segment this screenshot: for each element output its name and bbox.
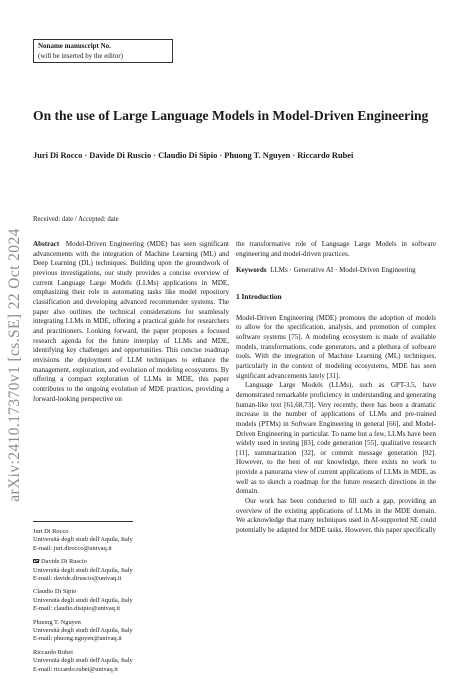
left-column [33,240,229,404]
affiliation-block [33,649,229,674]
affiliation-name: Davide Di Ruscio [41,558,87,566]
affiliation-name: Claudio Di Sipio [33,588,77,596]
paper-title: On the use of Large Language Models in Model-Driven Engineering [33,108,429,123]
arxiv-stamp [0,220,30,510]
affiliations [33,521,229,679]
affiliation-email: E-mail: phuong.nguyen@univaq.it [33,635,122,643]
abstract-continuation: the transformative role of Language Large Models in software engineering and model-driven practices. [236,240,436,258]
affiliation-name: Riccardo Rubei [33,648,73,656]
affiliation-email: E-mail: riccardo.rubei@univaq.it [33,665,118,673]
affiliation-org: Università degli studi dell'Aquila, Italy [33,566,133,574]
affiliation-block [33,619,229,644]
keywords-line [236,266,436,276]
abstract-text: Model-Driven Engineering (MDE) has seen significant advancements with the integration of Machine Learning (ML) and Deep Learning (DL) techniques. Building upon the groundwork of previous investigations, our study provides a concise overview of current Language Large Models (LLMs) applications in MDE, emphasizing their role in automating tasks like model repository classification and developing advanced recommender systems. The paper also outlines the technical considerations for seamlessly integrating LLMs in MDE, offering a practical guide for researchers and practitioners. Looking forward, the paper proposes a focused research agenda for the future interplay of LLMs and MDE, identifying key challenges and opportunities. This concise roadmap envisions the deployment of LLM techniques to enhance the management, exploration, and evolution of modeling ecosystems. By offering a compact exploration of LLMs in MDE, this paper contributes to the ongoing evolution of MDE practices, providing a forward-looking perspective on [33,240,229,403]
author-list: Juri Di Rocco · Davide Di Ruscio · Claudio Di Sipio · Phuong T. Nguyen · Riccardo Rubei [33,151,354,160]
affiliation-name: Phuong T. Nguyen [33,618,81,626]
envelope-icon [33,559,39,563]
affiliation-name: Juri Di Rocco [33,528,69,535]
arxiv-identifier: arXiv:2410.17370v1 [cs.SE] 22 Oct 2024 [6,228,24,502]
affiliation-org: Università degli studi dell'Aquila, Italy [33,596,133,604]
affiliation-email: E-mail: davide.diruscio@univaq.it [33,575,122,583]
right-column [236,240,436,536]
affiliation-email: E-mail: juri.dirocco@univaq.it [33,544,112,552]
intro-paragraph-1: Model-Driven Engineering (MDE) promotes the adoption of models to allow for the specification, analysis, and promotion of complex software systems [75]. A modeling ecosystem is made of available models, transformations, code generators, and a plethora of software tools. With the integration of Machine Learning (ML) techniques, particularly in the context of modeling ecosystems, MDE has seen significant advancements lately [31]. [236,313,436,380]
affiliation-block [33,588,229,613]
section-heading-introduction: 1 Introduction [236,291,282,301]
editor-note: (will be inserted by the editor) [38,51,123,60]
manuscript-number-box [33,39,173,63]
affiliation-name-row [33,558,229,566]
keywords-text: LLMs · Generative AI · Model-Driven Engineering [270,266,416,275]
received-date: Received: date / Accepted: date [33,216,119,223]
affiliation-block [33,528,229,553]
footnote-rule [33,521,133,522]
affiliation-email: E-mail: claudio.disipio@univaq.it [33,605,120,613]
abstract-paragraph [33,240,229,404]
abstract-label: Abstract [33,240,60,248]
manuscript-number-label: Noname manuscript No. [38,42,111,50]
intro-paragraph-2: Language Large Models (LLMs), such as GPT-3.5, have demonstrated remarkable proficiency in understanding and generating human-like text [61,68,73]. Very recently, there has been a dramatic increase in the number of applications of LLMs and pre-trained models (PTMs) in Software Engineering in general [66], and Model-Driven Engineering in particular. To name but a few, LLMs have been widely used in testing [83], code generation [55], qualitative research [11], summarization [32], or commit message generation [92]. However, to the best of our knowledge, there exists no work to provide a panorama view of current applications of LLMs in MDE, as well as to sketch a roadmap for the future research directions in the domain. [236,381,436,496]
affiliation-org: Università degli studi dell'Aquila, Italy [33,657,133,665]
affiliation-block [33,558,229,583]
intro-paragraph-3: Our work has been conducted to fill such a gap, providing an overview of the existing applications of LLMs in the MDE domain. We acknowledge that many techniques used in AI-supported SE could potentially be adapted for MDE tasks. However, this paper specifically [236,497,436,535]
affiliation-org: Università degli studi dell'Aquila, Italy [33,536,133,544]
keywords-label: Keywords [236,266,267,275]
affiliation-org: Università degli studi dell'Aquila, Italy [33,627,133,635]
